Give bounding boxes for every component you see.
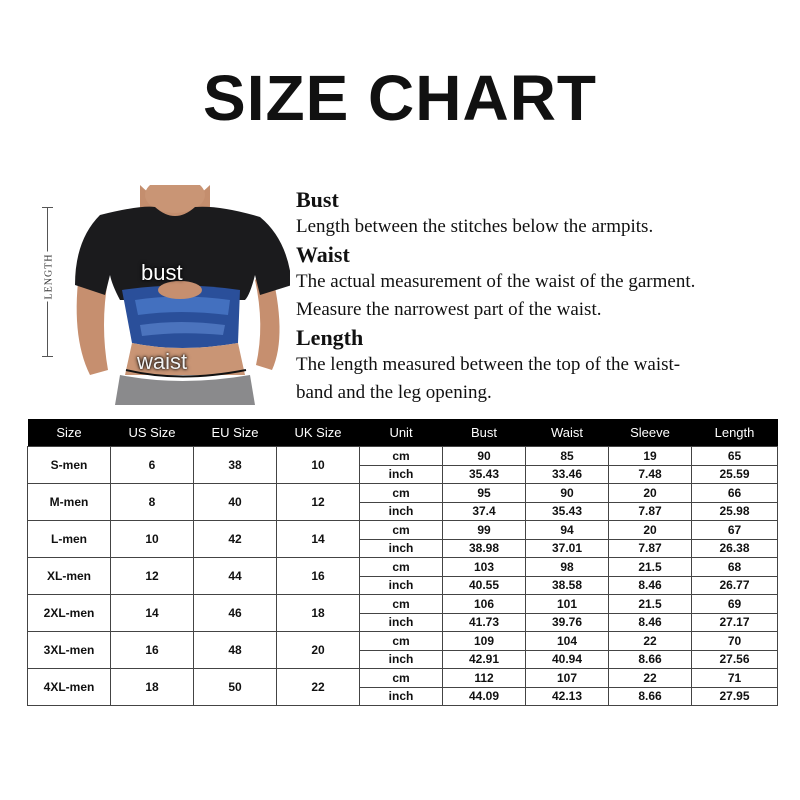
unit-cell: inch <box>360 539 443 558</box>
waist-heading: Waist <box>296 242 350 267</box>
length-cell: 26.77 <box>692 576 778 595</box>
size-cell: M-men <box>28 484 111 521</box>
waist-label: waist <box>137 349 188 374</box>
us-size-cell: 14 <box>111 595 194 632</box>
unit-cell: cm <box>360 632 443 651</box>
bust-heading: Bust <box>296 187 339 212</box>
header-eu-size: EU Size <box>194 419 277 447</box>
waist-cell: 37.01 <box>526 539 609 558</box>
uk-size-cell: 16 <box>277 558 360 595</box>
waist-cell: 35.43 <box>526 502 609 521</box>
sleeve-cell: 8.66 <box>609 687 692 706</box>
unit-cell: cm <box>360 595 443 614</box>
bust-cell: 90 <box>443 447 526 466</box>
unit-cell: cm <box>360 669 443 688</box>
length-indicator <box>38 207 58 357</box>
unit-cell: cm <box>360 447 443 466</box>
bust-cell: 38.98 <box>443 539 526 558</box>
sleeve-cell: 7.87 <box>609 539 692 558</box>
bust-cell: 103 <box>443 558 526 577</box>
sleeve-cell: 8.46 <box>609 576 692 595</box>
table-row <box>28 484 778 503</box>
length-cell: 71 <box>692 669 778 688</box>
size-table <box>27 419 778 706</box>
bust-cell: 44.09 <box>443 687 526 706</box>
uk-size-cell: 10 <box>277 447 360 484</box>
unit-cell: inch <box>360 502 443 521</box>
eu-size-cell: 50 <box>194 669 277 706</box>
waist-cell: 101 <box>526 595 609 614</box>
eu-size-cell: 38 <box>194 447 277 484</box>
size-cell: 2XL-men <box>28 595 111 632</box>
bust-cell: 42.91 <box>443 650 526 669</box>
length-cell: 25.59 <box>692 465 778 484</box>
table-row <box>28 558 778 577</box>
measurement-descriptions <box>296 186 796 407</box>
unit-cell: inch <box>360 613 443 632</box>
bust-cell: 109 <box>443 632 526 651</box>
bust-cell: 99 <box>443 521 526 540</box>
size-table-body <box>28 447 778 706</box>
bust-cell: 40.55 <box>443 576 526 595</box>
bust-cell: 41.73 <box>443 613 526 632</box>
length-cell: 68 <box>692 558 778 577</box>
uk-size-cell: 14 <box>277 521 360 558</box>
bust-cell: 37.4 <box>443 502 526 521</box>
header-uk-size: UK Size <box>277 419 360 447</box>
table-row <box>28 595 778 614</box>
page-title: SIZE CHART <box>203 62 597 134</box>
length-cell: 26.38 <box>692 539 778 558</box>
header-size: Size <box>28 419 111 447</box>
uk-size-cell: 22 <box>277 669 360 706</box>
eu-size-cell: 40 <box>194 484 277 521</box>
us-size-cell: 18 <box>111 669 194 706</box>
length-indicator-label: LENGTH <box>43 253 55 300</box>
eu-size-cell: 48 <box>194 632 277 669</box>
sleeve-cell: 22 <box>609 632 692 651</box>
size-cell: L-men <box>28 521 111 558</box>
header-sleeve: Sleeve <box>609 419 692 447</box>
size-cell: 3XL-men <box>28 632 111 669</box>
size-cell: 4XL-men <box>28 669 111 706</box>
unit-cell: cm <box>360 558 443 577</box>
length-heading: Length <box>296 325 364 350</box>
length-cell: 69 <box>692 595 778 614</box>
unit-cell: inch <box>360 687 443 706</box>
eu-size-cell: 44 <box>194 558 277 595</box>
table-header-row <box>28 419 778 447</box>
waist-cell: 104 <box>526 632 609 651</box>
bust-cell: 112 <box>443 669 526 688</box>
length-cell: 27.17 <box>692 613 778 632</box>
sleeve-cell: 19 <box>609 447 692 466</box>
eu-size-cell: 46 <box>194 595 277 632</box>
length-cell: 27.56 <box>692 650 778 669</box>
unit-cell: inch <box>360 650 443 669</box>
size-cell: XL-men <box>28 558 111 595</box>
bust-cell: 35.43 <box>443 465 526 484</box>
sleeve-cell: 20 <box>609 521 692 540</box>
eu-size-cell: 42 <box>194 521 277 558</box>
length-cell: 27.95 <box>692 687 778 706</box>
table-row <box>28 632 778 651</box>
table-row <box>28 521 778 540</box>
uk-size-cell: 18 <box>277 595 360 632</box>
us-size-cell: 16 <box>111 632 194 669</box>
waist-cell: 40.94 <box>526 650 609 669</box>
bust-label: bust <box>141 260 183 285</box>
waist-description-line-2: Measure the narrowest part of the waist. <box>296 299 602 320</box>
sleeve-cell: 8.66 <box>609 650 692 669</box>
sleeve-cell: 21.5 <box>609 558 692 577</box>
unit-cell: inch <box>360 576 443 595</box>
us-size-cell: 12 <box>111 558 194 595</box>
length-cell: 67 <box>692 521 778 540</box>
sleeve-cell: 20 <box>609 484 692 503</box>
garment-figure <box>30 185 290 405</box>
header-length: Length <box>692 419 778 447</box>
waist-cell: 85 <box>526 447 609 466</box>
size-cell: S-men <box>28 447 111 484</box>
waist-cell: 90 <box>526 484 609 503</box>
table-row <box>28 447 778 466</box>
unit-cell: cm <box>360 484 443 503</box>
length-cell: 66 <box>692 484 778 503</box>
bust-description: Length between the stitches below the armpits. <box>296 216 654 237</box>
waist-cell: 98 <box>526 558 609 577</box>
us-size-cell: 8 <box>111 484 194 521</box>
unit-cell: cm <box>360 521 443 540</box>
us-size-cell: 10 <box>111 521 194 558</box>
uk-size-cell: 20 <box>277 632 360 669</box>
sleeve-cell: 7.48 <box>609 465 692 484</box>
sleeve-cell: 22 <box>609 669 692 688</box>
waist-cell: 38.58 <box>526 576 609 595</box>
sleeve-cell: 7.87 <box>609 502 692 521</box>
bust-cell: 95 <box>443 484 526 503</box>
bust-cell: 106 <box>443 595 526 614</box>
waist-cell: 94 <box>526 521 609 540</box>
length-cell: 65 <box>692 447 778 466</box>
sleeve-cell: 21.5 <box>609 595 692 614</box>
header-unit: Unit <box>360 419 443 447</box>
unit-cell: inch <box>360 465 443 484</box>
length-description-line-1: The length measured between the top of the waist- <box>296 354 681 375</box>
header-bust: Bust <box>443 419 526 447</box>
length-cell: 70 <box>692 632 778 651</box>
waist-cell: 33.46 <box>526 465 609 484</box>
length-cell: 25.98 <box>692 502 778 521</box>
waist-cell: 42.13 <box>526 687 609 706</box>
waist-description-line-1: The actual measurement of the waist of the garment. <box>296 271 696 292</box>
waist-cell: 39.76 <box>526 613 609 632</box>
uk-size-cell: 12 <box>277 484 360 521</box>
us-size-cell: 6 <box>111 447 194 484</box>
waist-cell: 107 <box>526 669 609 688</box>
sleeve-cell: 8.46 <box>609 613 692 632</box>
header-waist: Waist <box>526 419 609 447</box>
header-us-size: US Size <box>111 419 194 447</box>
table-row <box>28 669 778 688</box>
length-description-line-2: band and the leg opening. <box>296 382 492 403</box>
